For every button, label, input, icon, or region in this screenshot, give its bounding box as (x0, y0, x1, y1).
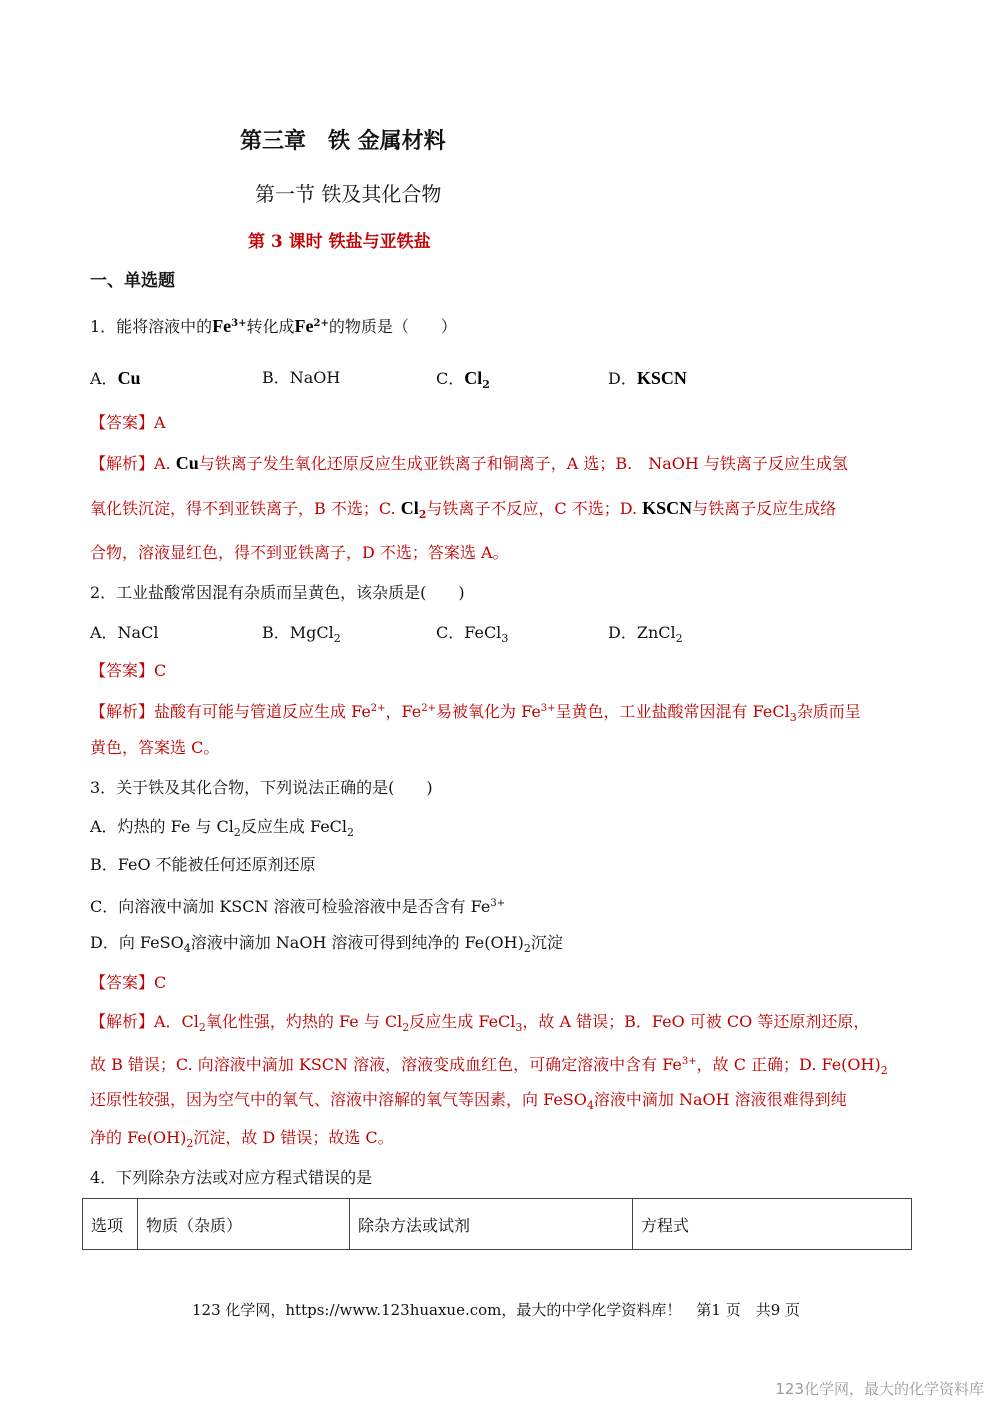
option-b (262, 367, 340, 389)
answer (90, 412, 166, 434)
option-a (90, 622, 158, 644)
text-segment: 氧化铁沉淀，得不到亚铁离子，B 不选；C. (90, 499, 401, 518)
option-b (90, 854, 316, 876)
text-segment: 净的 Fe(OH) (90, 1128, 187, 1147)
text-segment: Fe (212, 316, 232, 336)
text-segment: B．FeO 不能被任何还原剂还原 (90, 855, 316, 874)
option-c (436, 367, 490, 396)
text-segment: 2 (482, 378, 490, 391)
option-a (90, 816, 354, 844)
text-segment: 【答案】C (90, 973, 167, 992)
text-segment: C． (436, 369, 465, 388)
answer (90, 660, 166, 682)
text-segment: 反应生成 FeCl (409, 1012, 516, 1031)
text-segment: 【解析】A．Cl (90, 1012, 199, 1031)
text-segment: 4．下列除杂方法或对应方程式错误的是 (90, 1168, 373, 1187)
option-d (608, 367, 687, 390)
text-segment: 黄色，答案选 C。 (90, 738, 220, 757)
table-header-cell: 除杂方法或试剂 (350, 1199, 633, 1250)
option-a (90, 367, 141, 390)
option-c (436, 622, 508, 650)
text-segment: 3．关于铁及其化合物，下列说法正确的是( ) (90, 778, 433, 797)
answer (90, 972, 166, 994)
text-segment: 呈黄色，工业盐酸常因混有 FeCl (555, 702, 790, 721)
text-segment: 2．工业盐酸常因混有杂质而呈黄色，该杂质是( ) (90, 583, 465, 602)
text-segment: 反应生成 FeCl (240, 817, 348, 836)
text-segment: 3+ (231, 318, 247, 329)
text-segment: ，Fe (385, 702, 422, 721)
text-segment: D．ZnCl (608, 623, 676, 642)
text-segment: 故 B 错误；C. 向溶液中滴加 KSCN 溶液，溶液变成血红色，可确定溶液中含有 Fe (90, 1055, 682, 1074)
text-segment: 【解析】盐酸有可能与管道反应生成 Fe (90, 702, 371, 721)
text-segment: 与铁离子发生氧化还原反应生成亚铁离子和铜离子，A 选；B. NaOH 与铁离子反应生成氢 (198, 454, 848, 473)
page-footer: 123 化学网，https://www.123huaxue.com，最大的中学化学资料库！ 第1 页 共9 页 (191, 1301, 801, 1319)
question-4 (90, 1167, 372, 1189)
text-segment: 3 (501, 632, 509, 645)
text-segment: 【解析】A. (90, 454, 176, 473)
text-segment: 2 (523, 942, 531, 955)
text-segment: 2+ (421, 703, 436, 714)
impurity-table (82, 1198, 912, 1250)
text-segment: 3+ (681, 1056, 697, 1067)
text-segment: KSCN (636, 368, 687, 388)
text-segment: 溶液中滴加 NaOH 溶液很难得到纯 (593, 1090, 847, 1109)
table-header-cell: 方程式 (633, 1199, 912, 1250)
text-segment: Cl (400, 498, 419, 518)
text-segment: 4 (183, 942, 191, 955)
question-2 (90, 582, 465, 604)
text-segment: ，故 A 错误；B．FeO 可被 CO 等还原剂还原， (522, 1012, 870, 1031)
explanation-line (90, 452, 848, 475)
text-segment: 合物，溶液显红色，得不到亚铁离子，D 不选；答案选 A。 (90, 543, 509, 562)
text-segment: Cl (464, 368, 483, 388)
explanation-line (90, 1011, 869, 1039)
explanation-line (90, 542, 509, 564)
text-segment: Cu (175, 453, 199, 473)
text-segment: D．向 FeSO (90, 933, 184, 952)
text-segment: 与铁离子反应生成络 (692, 499, 837, 518)
text-segment: 3 (789, 711, 797, 724)
text-segment: 2+ (370, 703, 386, 714)
chapter-title: 第三章 铁 金属材料 (240, 129, 446, 154)
text-segment: 溶液中滴加 NaOH 溶液可得到纯净的 Fe(OH) (190, 933, 524, 952)
table-header-cell: 选项 (83, 1199, 138, 1250)
lesson-title: 第 3 课时 铁盐与亚铁盐 (248, 232, 431, 252)
text-segment: 转化成 (246, 317, 295, 336)
text-segment: A．NaCl (90, 623, 159, 642)
option-c (90, 893, 505, 918)
text-segment: B．MgCl (262, 623, 334, 642)
text-segment: 2 (347, 826, 355, 839)
text-segment: C．FeCl (436, 623, 502, 642)
text-segment: B．NaOH (262, 368, 341, 387)
text-segment: 2 (418, 508, 427, 521)
text-segment: 1．能将溶液中的 (90, 317, 213, 336)
text-segment: ，故 C 正确；D. Fe(OH) (696, 1055, 881, 1074)
text-segment: C．向溶液中滴加 KSCN 溶液可检验溶液中是否含有 Fe (90, 897, 491, 916)
text-segment: A．灼热的 Fe 与 Cl (90, 817, 234, 836)
explanation-line (90, 737, 219, 759)
explanation-line (90, 698, 861, 729)
text-segment: 还原性较强，因为空气中的氧气、溶液中溶解的氧气等因素，向 FeSO (90, 1090, 587, 1109)
text-segment: KSCN (642, 498, 693, 518)
text-segment: 2 (186, 1137, 194, 1150)
part-heading: 一、单选题 (90, 271, 175, 291)
text-segment: 氧化性强，灼热的 Fe 与 Cl (205, 1012, 403, 1031)
watermark: 123化学网，最大的化学资料库 (775, 1380, 984, 1398)
text-segment: 2 (402, 1021, 410, 1034)
explanation-line (90, 1051, 888, 1082)
text-segment: 2 (880, 1064, 888, 1077)
text-segment: 4 (586, 1099, 594, 1112)
text-segment: 杂质而呈 (796, 702, 861, 721)
table-header-row (83, 1199, 912, 1250)
text-segment: 3 (515, 1021, 523, 1034)
text-segment: 3+ (490, 898, 506, 909)
text-segment: 2+ (313, 318, 329, 329)
text-segment: 沉淀，故 D 错误；故选 C。 (193, 1128, 394, 1147)
option-b (262, 622, 341, 650)
text-segment: 沉淀 (530, 933, 563, 952)
section-title: 第一节 铁及其化合物 (255, 182, 442, 206)
text-segment: 与铁离子不反应，C 不选；D. (426, 499, 643, 518)
text-segment: Fe (294, 316, 314, 336)
text-segment: 2 (233, 826, 241, 839)
text-segment: 3+ (540, 703, 556, 714)
text-segment: 【答案】C (90, 661, 167, 680)
text-segment: 易被氧化为 Fe (436, 702, 541, 721)
text-segment: Cu (117, 368, 141, 388)
option-d (90, 932, 563, 960)
explanation-line (90, 1089, 847, 1117)
explanation-line (90, 497, 836, 526)
text-segment: 的物质是（ ） (328, 317, 457, 336)
question-1 (90, 313, 457, 338)
text-segment: 2 (675, 632, 683, 645)
explanation-line (90, 1127, 394, 1155)
text-segment: 2 (333, 632, 341, 645)
option-d (608, 622, 683, 650)
table-header-cell: 物质（杂质） (138, 1199, 350, 1250)
text-segment: A． (90, 369, 118, 388)
text-segment: 2 (198, 1021, 206, 1034)
text-segment: 【答案】A (90, 413, 166, 432)
question-3 (90, 777, 433, 799)
text-segment: D． (608, 369, 637, 388)
